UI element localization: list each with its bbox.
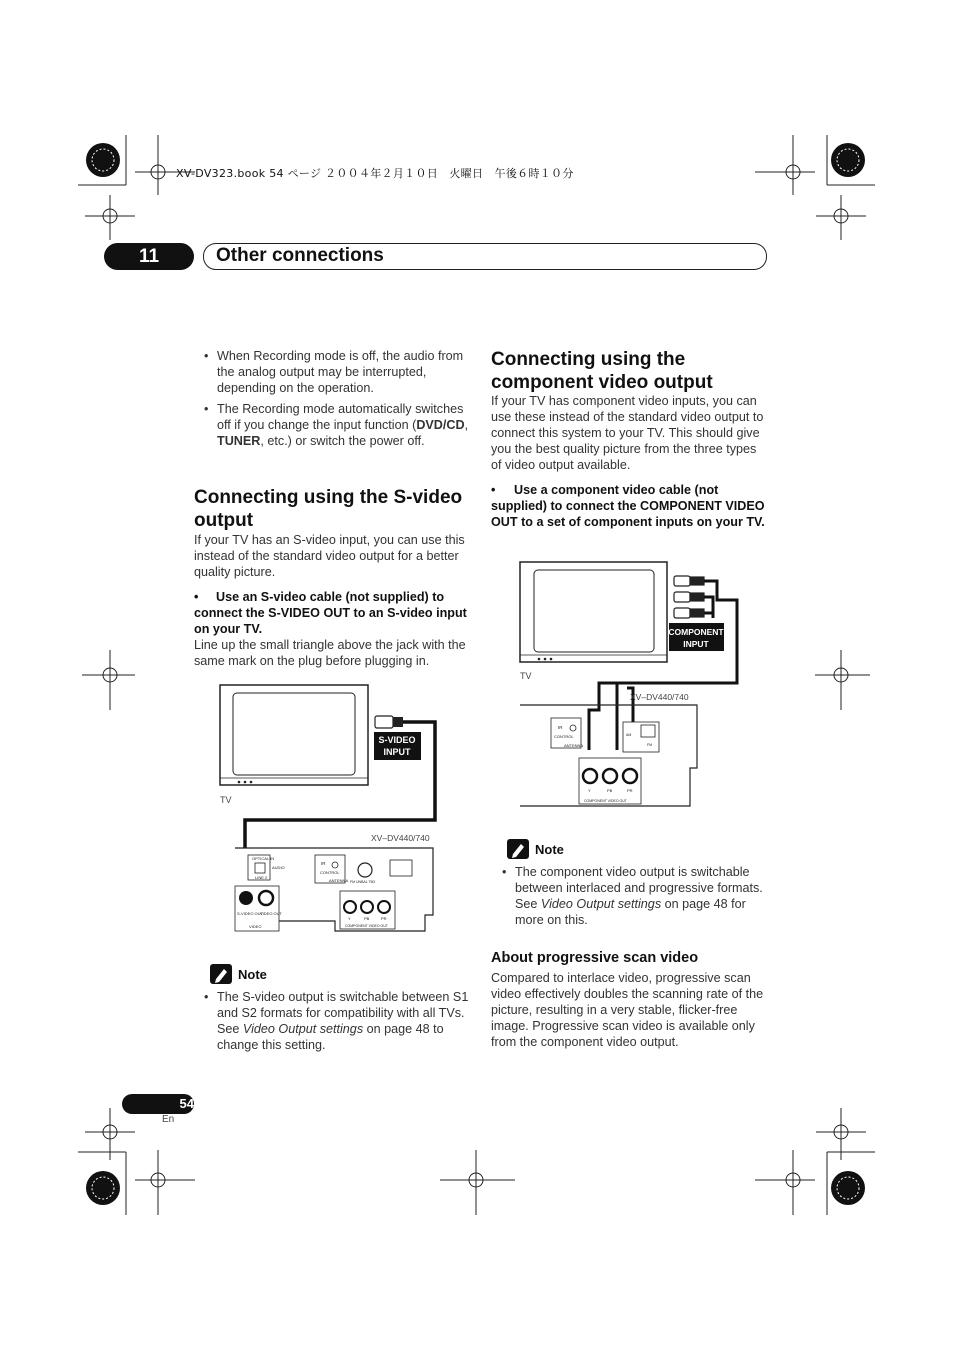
- list-item: • The S-video output is switchable between S1 and S2 formats for compatibility with all TVs. See Video Output settings on page 48 to change this setting.: [202, 989, 470, 1053]
- progressive-section-title: About progressive scan video: [491, 950, 699, 966]
- svg-text:COMPONENT VIDEO OUT: COMPONENT VIDEO OUT: [345, 924, 388, 928]
- note-pencil-icon: [210, 964, 232, 984]
- svg-text:PB: PB: [607, 788, 613, 793]
- svg-text:AM: AM: [626, 733, 632, 737]
- component-section-title: Connecting using the component video output: [491, 349, 713, 393]
- svg-text:FM: FM: [647, 743, 653, 747]
- svg-text:ANTENNA: ANTENNA: [564, 743, 584, 748]
- component-intro: If your TV has component video inputs, you can use these instead of the standard video output to connect this system to your TV. This should give you the best quality picture from the three types of video output available.: [491, 394, 764, 472]
- svg-text:VIDEO: VIDEO: [249, 924, 262, 929]
- video-output-settings-ref: Video Output settings: [540, 897, 662, 911]
- tv-label: TV: [520, 671, 532, 681]
- language-code: En: [162, 1114, 175, 1125]
- svideo-out-jack: [239, 891, 253, 905]
- svg-text:PB: PB: [364, 916, 370, 921]
- svg-text:IR: IR: [321, 861, 326, 866]
- component-input-label-line1: COMPONENT: [668, 627, 724, 637]
- component-input-label-line2: INPUT: [683, 639, 709, 649]
- svg-text:COMPONENT VIDEO OUT: COMPONENT VIDEO OUT: [584, 799, 627, 803]
- component-instruction: • Use a component video cable (not supplied) to connect the COMPONENT VIDEO OUT to a set of component inputs on your TV.: [491, 483, 765, 529]
- note-pencil-icon: [507, 839, 529, 859]
- svideo-note: [202, 989, 470, 1058]
- dvd-cd-function: DVD/CD: [416, 418, 465, 432]
- recording-mode-notes: [202, 348, 470, 454]
- svg-text:PR: PR: [381, 916, 387, 921]
- list-item: • The component video output is switchable between interlaced and progressive formats. See Video Output settings on page 48 for more on this.: [500, 864, 768, 928]
- component-connection-diagram: [517, 560, 742, 808]
- component-note-label: Note: [535, 842, 564, 857]
- svideo-input-label-line2: INPUT: [383, 747, 411, 757]
- tuner-function: TUNER: [217, 434, 261, 448]
- svg-text:Y: Y: [588, 788, 591, 793]
- svg-text:CONTROL: CONTROL: [554, 734, 574, 739]
- chapter-title: Other connections: [216, 245, 384, 266]
- svg-text:CONTROL: CONTROL: [320, 870, 340, 875]
- svideo-input-label-line1: S-VIDEO: [378, 735, 416, 745]
- list-item: • When Recording mode is off, the audio from the analog output may be interrupted, depending on the operation.: [202, 348, 470, 396]
- print-header: XV-DV323.book 54 ページ ２００４年２月１０日 火曜日 午後６時１０分: [176, 167, 574, 180]
- progressive-body: Compared to interlace video, progressive scan video effectively doubles the scanning rate of the picture, resulting in a very stable, flicker-free image. Progressive scan video is available only from the component video output.: [491, 971, 764, 1049]
- svg-text:IR: IR: [558, 725, 563, 730]
- unit-model-label: XV–DV440/740: [630, 692, 689, 702]
- svideo-note-label: Note: [238, 967, 267, 982]
- svg-text:PR: PR: [627, 788, 633, 793]
- unit-model-label: XV–DV440/740: [371, 833, 430, 843]
- svideo-intro: If your TV has an S-video input, you can use this instead of the standard video output for a better quality picture.: [194, 533, 465, 579]
- svideo-connection-diagram: [215, 683, 445, 938]
- svg-text:S-VIDEO OUT: S-VIDEO OUT: [237, 911, 264, 916]
- component-note: [500, 864, 768, 933]
- svideo-instruction-detail: Line up the small triangle above the jack with the same mark on the plug before plugging in.: [194, 638, 466, 668]
- svg-text:VIDEO OUT: VIDEO OUT: [260, 911, 283, 916]
- svg-text:Y: Y: [348, 916, 351, 921]
- tv-label: TV: [220, 795, 232, 805]
- list-item: • The Recording mode automatically switches off if you change the input function (DVD/CD, TUNER, etc.) or switch the power off.: [202, 401, 470, 449]
- page-number-badge: 54: [122, 1094, 194, 1114]
- chapter-number-badge: 11: [104, 243, 194, 270]
- svg-text:ANTENNA: ANTENNA: [329, 878, 349, 883]
- svideo-section-title: Connecting using the S-video output: [194, 487, 463, 531]
- svg-text:LINE 2: LINE 2: [255, 875, 268, 880]
- video-output-settings-ref: Video Output settings: [242, 1022, 364, 1036]
- svideo-instruction: • Use an S-video cable (not supplied) to connect the S-VIDEO OUT to an S-video input on your TV.: [194, 590, 467, 636]
- svg-text:OPTICAL IN: OPTICAL IN: [252, 856, 275, 861]
- svideo-instruction-block: [194, 589, 472, 669]
- svg-text:AUDIO: AUDIO: [272, 865, 285, 870]
- svg-text:FM UNBAL 75Ω: FM UNBAL 75Ω: [350, 880, 376, 884]
